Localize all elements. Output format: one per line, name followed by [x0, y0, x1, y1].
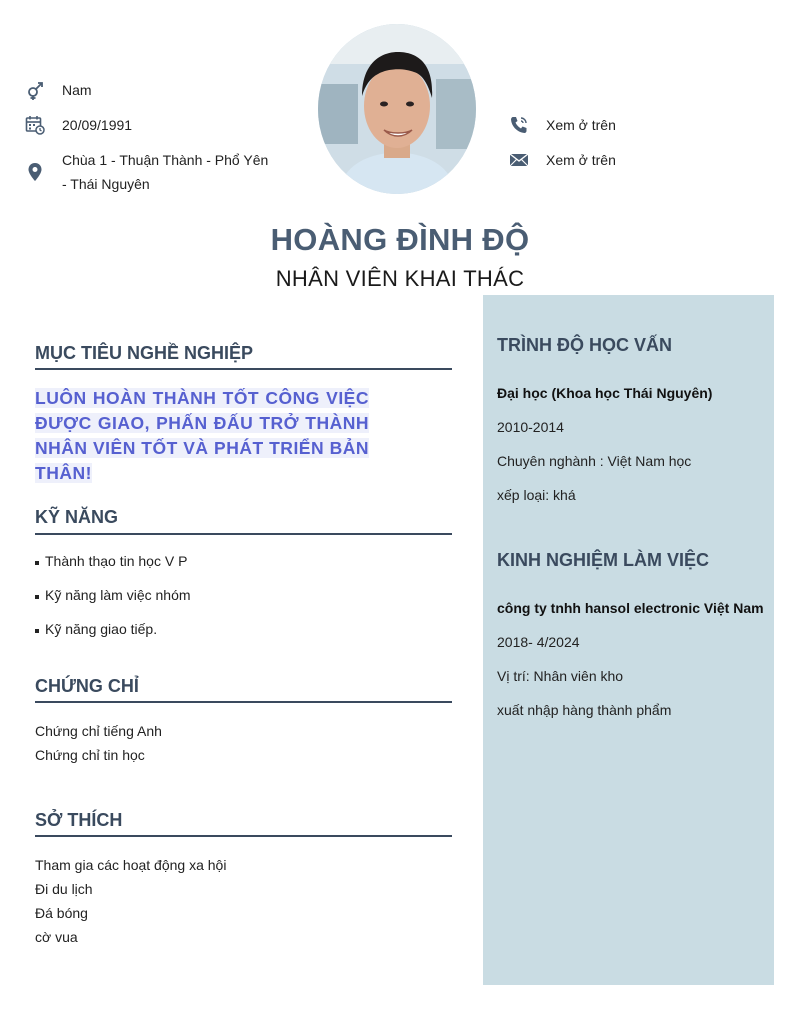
candidate-name: HOÀNG ĐÌNH ĐỘ — [270, 222, 530, 257]
birthdate-text: 20/09/1991 — [62, 117, 133, 133]
location-pin-icon — [24, 161, 46, 183]
hobbies-divider — [35, 835, 452, 837]
experience-duty: xuất nhập hàng thành phẩm — [497, 702, 672, 718]
hobby-item: cờ vua — [35, 929, 78, 945]
hobby-item: Tham gia các hoạt động xa hội — [35, 857, 227, 873]
education-period: 2010-2014 — [497, 419, 564, 435]
experience-position: Vị trí: Nhân viên kho — [497, 668, 624, 684]
address-text: Chùa 1 - Thuận Thành - Phổ Yên - Thái Nguyên — [62, 152, 269, 192]
certificate-item: Chứng chỉ tiếng Anh — [35, 723, 162, 739]
skills-divider — [35, 533, 452, 535]
education-major: Chuyên nghành : Việt Nam học — [497, 453, 692, 469]
career-objective-divider — [35, 368, 452, 370]
email-row — [508, 148, 616, 172]
phone-text: Xem ở trên — [546, 117, 616, 133]
career-objective-heading: MỤC TIÊU NGHỀ NGHIỆP — [35, 343, 254, 363]
hobby-item: Đi du lịch — [35, 881, 93, 897]
experience-company: công ty tnhh hansol electronic Việt Nam — [497, 600, 764, 616]
gender-icon — [24, 79, 46, 101]
skill-item: Kỹ năng làm việc nhóm — [35, 587, 191, 603]
certificates-heading: CHỨNG CHỈ — [35, 676, 139, 696]
phone-icon — [508, 114, 530, 136]
skill-item: Kỹ năng giao tiếp. — [35, 621, 157, 637]
calendar-icon — [24, 114, 46, 136]
gender-text: Nam — [62, 82, 92, 98]
bullet-icon — [35, 629, 39, 633]
hobbies-heading: SỞ THÍCH — [35, 810, 123, 830]
birthdate-row — [24, 113, 132, 137]
mail-icon — [508, 149, 530, 171]
experience-heading: KINH NGHIỆM LÀM VIỆC — [497, 550, 710, 570]
email-text: Xem ở trên — [546, 152, 616, 168]
skills-heading: KỸ NĂNG — [35, 507, 119, 527]
gender-row — [24, 78, 92, 102]
career-objective-text: LUÔN HOÀN THÀNH TỐT CÔNG VIỆC ĐƯỢC GIAO, PHẤN ĐẤU TRỞ THÀNH NHÂN VIÊN TỐT VÀ PHÁT TRIỂN BẢN THÂN! — [35, 388, 369, 483]
experience-period: 2018- 4/2024 — [497, 634, 580, 650]
hobby-item: Đá bóng — [35, 905, 88, 921]
bullet-icon — [35, 595, 39, 599]
skill-item: Thành thạo tin học V P — [35, 553, 187, 569]
education-school: Đại học (Khoa học Thái Nguyên) — [497, 385, 713, 401]
phone-row — [508, 113, 616, 137]
avatar — [318, 24, 476, 194]
address-row — [24, 148, 294, 196]
certificate-item: Chứng chỉ tin học — [35, 747, 145, 763]
job-title: NHÂN VIÊN KHAI THÁC — [275, 266, 525, 291]
education-grade: xếp loại: khá — [497, 487, 576, 503]
bullet-icon — [35, 561, 39, 565]
certificates-divider — [35, 701, 452, 703]
education-heading: TRÌNH ĐỘ HỌC VẤN — [497, 335, 672, 355]
